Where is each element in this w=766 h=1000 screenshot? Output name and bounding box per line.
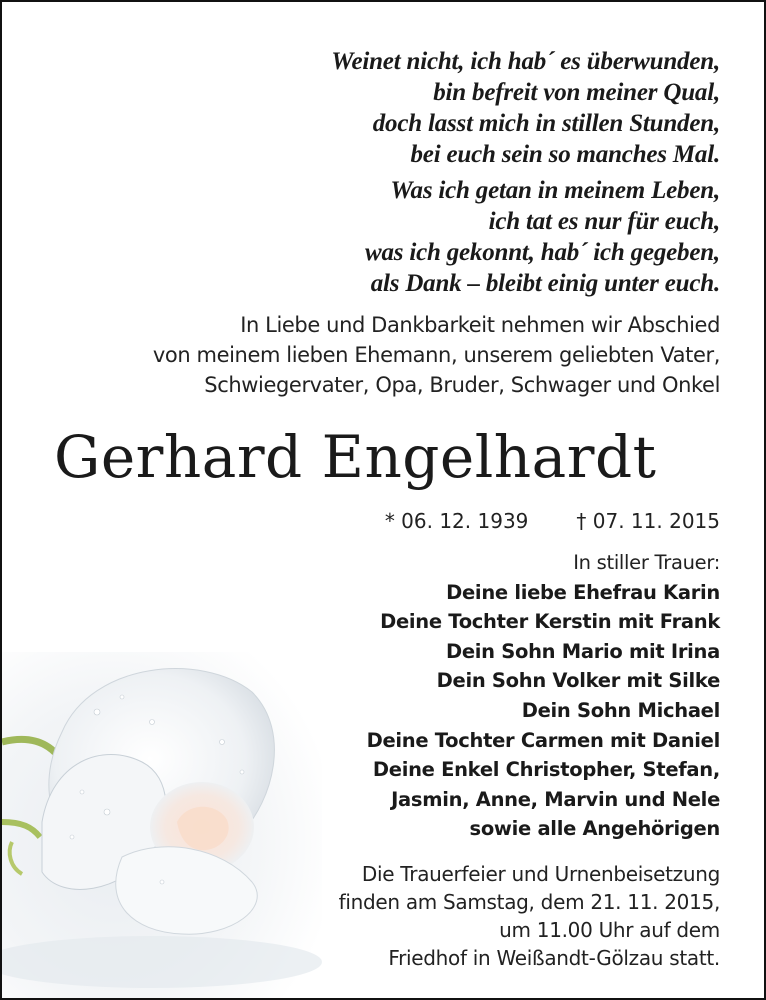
poem-line: bei euch sein so manches Mal. xyxy=(410,141,720,168)
mourner-line: Deine liebe Ehefrau Karin xyxy=(446,580,720,604)
mourner-line: sowie alle Angehörigen xyxy=(469,817,720,841)
mourner-line: Jasmin, Anne, Marvin und Nele xyxy=(391,787,720,811)
mourner-line: Deine Tochter Carmen mit Daniel xyxy=(366,728,720,752)
intro-line: In Liebe und Dankbarkeit nehmen wir Abschied xyxy=(240,313,720,337)
poem-line: als Dank – bleibt einig unter euch. xyxy=(370,270,720,297)
poem-stanza-2 xyxy=(365,175,720,299)
service-line: Friedhof in Weißandt-Gölzau statt. xyxy=(388,946,720,970)
poem-line: Was ich getan in meinem Leben, xyxy=(390,177,720,204)
service-line: um 11.00 Uhr auf dem xyxy=(499,918,720,942)
mourner-line: Deine Enkel Christopher, Stefan, xyxy=(372,758,720,782)
intro-line: Schwiegervater, Opa, Bruder, Schwager und Onkel xyxy=(204,373,720,397)
poem-line: doch lasst mich in stillen Stunden, xyxy=(372,110,720,137)
poem-line: ich tat es nur für euch, xyxy=(488,208,720,235)
service-line: finden am Samstag, dem 21. 11. 2015, xyxy=(338,890,720,914)
death-date: † 07. 11. 2015 xyxy=(576,509,720,533)
deceased-name: Gerhard Engelhardt xyxy=(54,423,657,491)
intro-line: von meinem lieben Ehemann, unserem geliebten Vater, xyxy=(152,343,720,367)
white-rose-image xyxy=(2,652,322,998)
birth-date: * 06. 12. 1939 xyxy=(384,509,529,533)
poem-line: was ich gekonnt, hab´ ich gegeben, xyxy=(364,239,720,266)
life-dates xyxy=(385,507,720,535)
mourner-line: Deine Tochter Kerstin mit Frank xyxy=(380,610,720,634)
poem-line: Weinet nicht, ich hab´ es überwunden, xyxy=(331,48,720,75)
service-line: Die Trauerfeier und Urnenbeisetzung xyxy=(361,862,720,886)
mourners-header: In stiller Trauer: xyxy=(573,551,720,574)
mourner-line: Dein Sohn Volker mit Silke xyxy=(436,669,720,693)
poem-stanza-1 xyxy=(331,46,720,170)
mourners-list xyxy=(367,548,720,844)
service-info xyxy=(339,860,720,972)
farewell-intro xyxy=(153,310,720,400)
mourner-line: Dein Sohn Michael xyxy=(521,698,720,722)
mourner-line: Dein Sohn Mario mit Irina xyxy=(445,639,720,663)
poem-line: bin befreit von meiner Qual, xyxy=(433,79,720,106)
